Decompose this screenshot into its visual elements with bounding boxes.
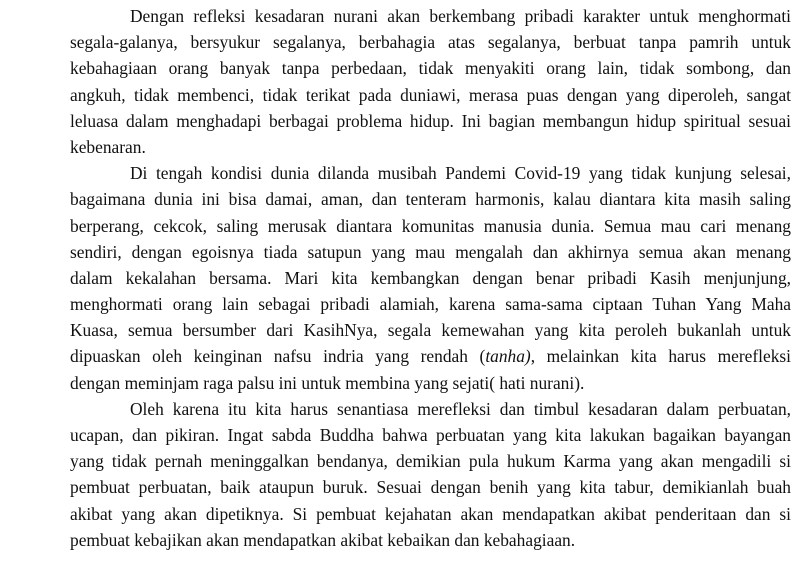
text-segment: dipuaskan oleh keinginan nafsu indria yang rendah (: [70, 346, 486, 367]
document-page: [10, 3, 791, 553]
text-line: pembuat kebajikan akan mendapatkan akibat kebaikan dan kebahagiaan.: [70, 529, 576, 550]
text-line: ucapan, dan pikiran. Ingat sabda Buddha bahwa perbuatan yang kita lakukan bagaikan bayangan: [70, 425, 791, 445]
text-line: berperang, cekcok, saling merusak diantara komunitas manusia dunia. Semua mau cari menang: [70, 215, 791, 236]
text-line: kebahagiaan orang banyak tanpa perbedaan, tidak menyakiti orang lain, tidak sombong, dan: [70, 58, 791, 79]
text-line: leluasa dalam menghadapi berbagai problema hidup. Ini bagian membangun hidup spiritual sesuai: [70, 110, 791, 131]
paragraph-3: [10, 396, 791, 553]
text-line: sendiri, dengan egoisnya tiada satupun yang mau mengalah dan akhirnya semua akan menang: [70, 241, 791, 262]
italic-term: tanha): [485, 346, 531, 367]
text-line: yang tidak pernah meninggalkan bendanya, demikian pula hukum Karma yang akan mengadili si: [70, 451, 791, 472]
text-line: Kuasa, semua bersumber dari KasihNya, segala kemewahan yang kita peroleh bukanlah untuk: [70, 320, 791, 341]
text-line: dengan meminjam raga palsu ini untuk membina yang sejati( hati nurani).: [70, 372, 585, 393]
text-line: dalam kekalahan bersama. Mari kita kembangkan dengan benar pribadi Kasih menjunjung,: [70, 267, 791, 288]
text-line-with-italic: [10, 343, 791, 369]
paragraph-1: [10, 3, 791, 160]
text-line: akibat yang akan dipetiknya. Si pembuat kejahatan akan mendapatkan akibat penderitaan dan si: [70, 503, 791, 524]
text-line: angkuh, tidak membenci, tidak terikat pada duniawi, merasa puas dengan yang diperoleh, sangat: [70, 84, 791, 105]
text-line: pembuat perbuatan, baik ataupun buruk. Sesuai dengan benih yang kita tabur, demikianlah buah: [70, 477, 791, 498]
text-line: menghormati orang lain sebagai pribadi alamiah, karena sama-sama ciptaan Tuhan Yang Maha: [70, 294, 791, 315]
text-line: segala-galanya, bersyukur segalanya, berbahagia atas segalanya, berbuat tanpa pamrih untuk: [70, 32, 791, 53]
text-line: kebenaran.: [70, 136, 146, 157]
text-segment: , melainkan kita harus merefleksi: [530, 346, 791, 367]
paragraph-2: [10, 160, 791, 396]
text-line: Oleh karena itu kita harus senantiasa merefleksi dan timbul kesadaran dalam perbuatan,: [130, 398, 791, 419]
text-line: Di tengah kondisi dunia dilanda musibah Pandemi Covid-19 yang tidak kunjung selesai,: [130, 163, 791, 184]
text-line: Dengan refleksi kesadaran nurani akan berkembang pribadi karakter untuk menghormati: [130, 6, 791, 26]
text-line: bagaimana dunia ini bisa damai, aman, dan tenteram harmonis, kalau diantara kita masih saling: [70, 189, 791, 210]
